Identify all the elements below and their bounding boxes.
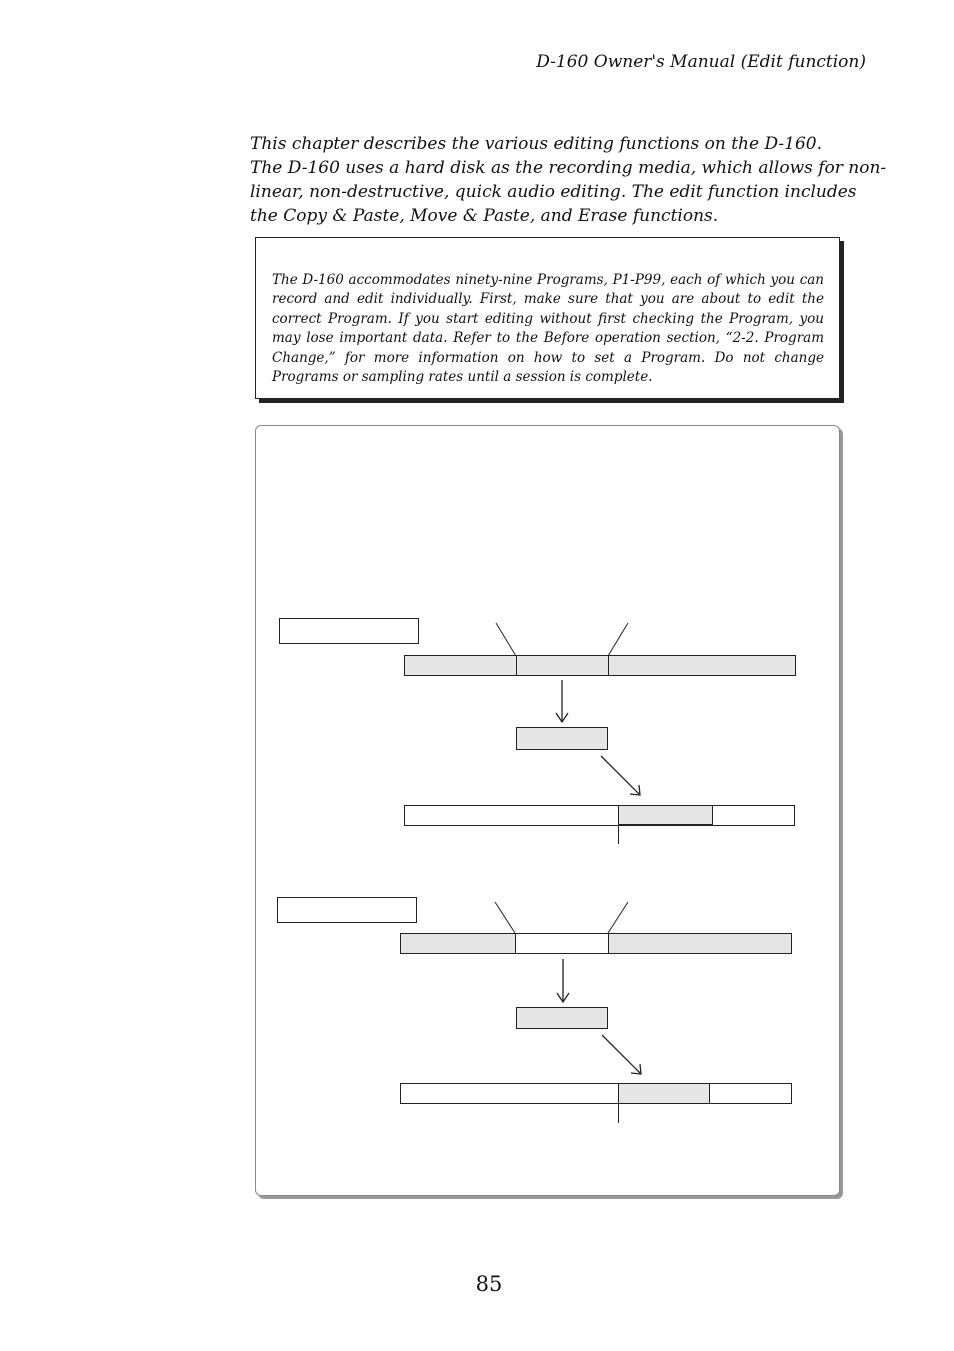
intro-line: the Copy & Paste, Move & Paste, and Erase functions. <box>250 206 719 226</box>
diagram2-in-point-marker <box>495 902 515 933</box>
diagram2-source-track-gap <box>516 934 609 954</box>
diagram2-pasted-clip <box>619 1084 710 1104</box>
diagram1-clipboard-clip <box>517 728 608 750</box>
page-number: 85 <box>475 1272 503 1296</box>
intro-line: The D-160 uses a hard disk as the recording media, which allows for non- <box>250 158 887 178</box>
diagram2-label-box <box>278 898 417 923</box>
diagram1-pasted-clip <box>619 806 713 825</box>
diagram2-out-point-marker <box>608 902 628 933</box>
diagram2-clipboard-clip <box>517 1008 608 1029</box>
diagram2-source-track-left <box>401 934 516 954</box>
diagram1-in-point-marker <box>496 623 516 656</box>
diagram1-label-box <box>280 619 419 644</box>
caution-note-text: The D-160 accommodates ninety-nine Programs, P1-P99, each of which you can record and edit individually. First, make sure that you are about to edit the correct Program. If you start editing without first checking the Program, you may lose important data. Refer to the Before operation section, “2-2. Program Change,” for more information on how to set a Program. Do not change Programs or sampling rates until a session is complete. <box>272 272 824 386</box>
intro-line: This chapter describes the various editing functions on the D-160. <box>250 134 822 154</box>
running-header: D-160 Owner's Manual (Edit function) <box>536 52 866 72</box>
diagram2-diagonal-arrow <box>602 1035 640 1073</box>
diagram2-source-track-right <box>609 934 792 954</box>
diagram1-result-track <box>405 806 795 826</box>
intro-line: linear, non-destructive, quick audio editing. The edit function includes <box>250 182 857 202</box>
diagram2-result-track <box>401 1084 792 1104</box>
diagram1-source-track-selection <box>517 656 609 676</box>
diagram1-out-point-marker <box>608 623 628 656</box>
diagram1-source-track-left <box>405 656 517 676</box>
diagram1-diagonal-arrow <box>601 756 639 794</box>
diagram1-source-track-right <box>609 656 796 676</box>
